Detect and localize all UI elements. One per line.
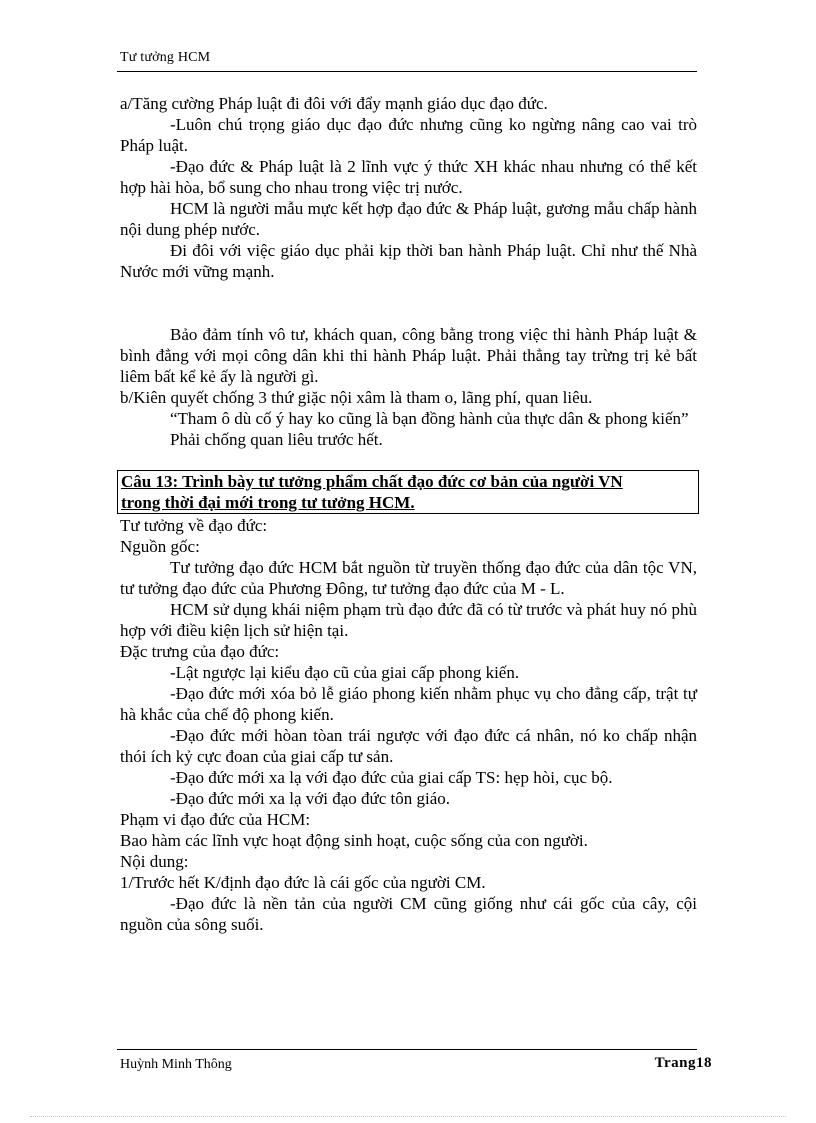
header-rule — [117, 71, 697, 72]
footer-rule — [117, 1049, 697, 1050]
list-item: -Đạo đức mới hòan tòan trái ngược với đạo đức cá nhân, nó ko chấp nhận thói ích kỷ cực đoan của giai cấp tư sản. — [120, 726, 697, 766]
subheading: Nguồn gốc: — [120, 537, 200, 556]
subheading: Đặc trưng của đạo đức: — [120, 642, 280, 661]
paragraph: Bao hàm các lĩnh vực hoạt động sinh hoạt, cuộc sống của con người. — [120, 831, 588, 850]
list-item: -Đạo đức mới xa lạ với đạo đức tôn giáo. — [170, 789, 451, 808]
section-heading-b: b/Kiên quyết chống 3 thứ giặc nội xâm là tham o, lãng phí, quan liêu. — [120, 388, 593, 407]
spacer — [120, 450, 697, 470]
list-item: -Lật ngược lại kiểu đạo cũ của giai cấp phong kiến. — [170, 663, 520, 682]
paragraph: Bảo đảm tính vô tư, khách quan, công bằng trong việc thi hành Pháp luật & bình đẳng với mọi công dân khi thi hành Pháp luật. Phải thẳng tay trừng trị kẻ bất liêm bất kể kẻ ấy là người gì. — [120, 325, 697, 386]
quote-paragraph: “Tham ô dù cố ý hay ko cũng là bạn đồng hành của thực dân & phong kiến” — [170, 409, 689, 428]
subheading: Phạm vi đạo đức của HCM: — [120, 810, 311, 829]
page-break-line — [30, 1116, 786, 1117]
list-item: -Đạo đức mới xa lạ với đạo đức của giai cấp TS: hẹp hòi, cục bộ. — [170, 768, 613, 787]
paragraph: -Luôn chú trọng giáo dục đạo đức nhưng cũng ko ngừng nâng cao vai trò Pháp luật. — [120, 115, 697, 155]
list-item: -Đạo đức mới xóa bỏ lễ giáo phong kiến nhằm phục vụ cho đẳng cấp, trật tự hà khắc của chế độ phong kiến. — [120, 684, 697, 724]
page-header-title: Tư tưởng HCM — [120, 50, 211, 65]
question-line-2: trong thời đại mới trong tư tưởng HCM. — [121, 493, 415, 512]
list-item: -Đạo đức là nền tản của người CM cũng giống như cái gốc của cây, cội nguồn của sông suối. — [120, 894, 697, 934]
question-heading-box — [117, 470, 699, 514]
page-number: Trang18 — [654, 1055, 712, 1071]
spacer — [120, 282, 697, 324]
document-body — [120, 93, 697, 935]
paragraph: HCM là người mẫu mực kết hợp đạo đức & Pháp luật, gương mẫu chấp hành nội dung phép nước. — [120, 199, 697, 239]
footer-author: Huỳnh Minh Thông — [120, 1057, 232, 1072]
section-heading-1: 1/Trước hết K/định đạo đức là cái gốc của người CM. — [120, 873, 486, 892]
paragraph: Đi đôi với việc giáo dục phải kịp thời ban hành Pháp luật. Chỉ như thế Nhà Nước mới vững mạnh. — [120, 241, 697, 281]
question-line-1: Câu 13: Trình bày tư tưởng phẩm chất đạo đức cơ bản của người VN — [121, 472, 623, 491]
paragraph: Tư tưởng đạo đức HCM bắt nguồn từ truyền thống đạo đức của dân tộc VN, tư tưởng đạo đức của Phương Đông, tư tưởng đạo đức của M - L. — [120, 558, 697, 598]
subheading: Tư tưởng về đạo đức: — [120, 516, 268, 535]
section-heading-a: a/Tăng cường Pháp luật đi đôi với đẩy mạnh giáo dục đạo đức. — [120, 94, 548, 113]
paragraph: Phải chống quan liêu trước hết. — [170, 430, 383, 449]
paragraph: HCM sử dụng khái niệm phạm trù đạo đức đã có từ trước và phát huy nó phù hợp với điều kiện lịch sử hiện tại. — [120, 600, 697, 640]
subheading: Nội dung: — [120, 852, 189, 871]
paragraph: -Đạo đức & Pháp luật là 2 lĩnh vực ý thức XH khác nhau nhưng có thể kết hợp hài hòa, bổ sung cho nhau trong việc trị nước. — [120, 157, 697, 197]
